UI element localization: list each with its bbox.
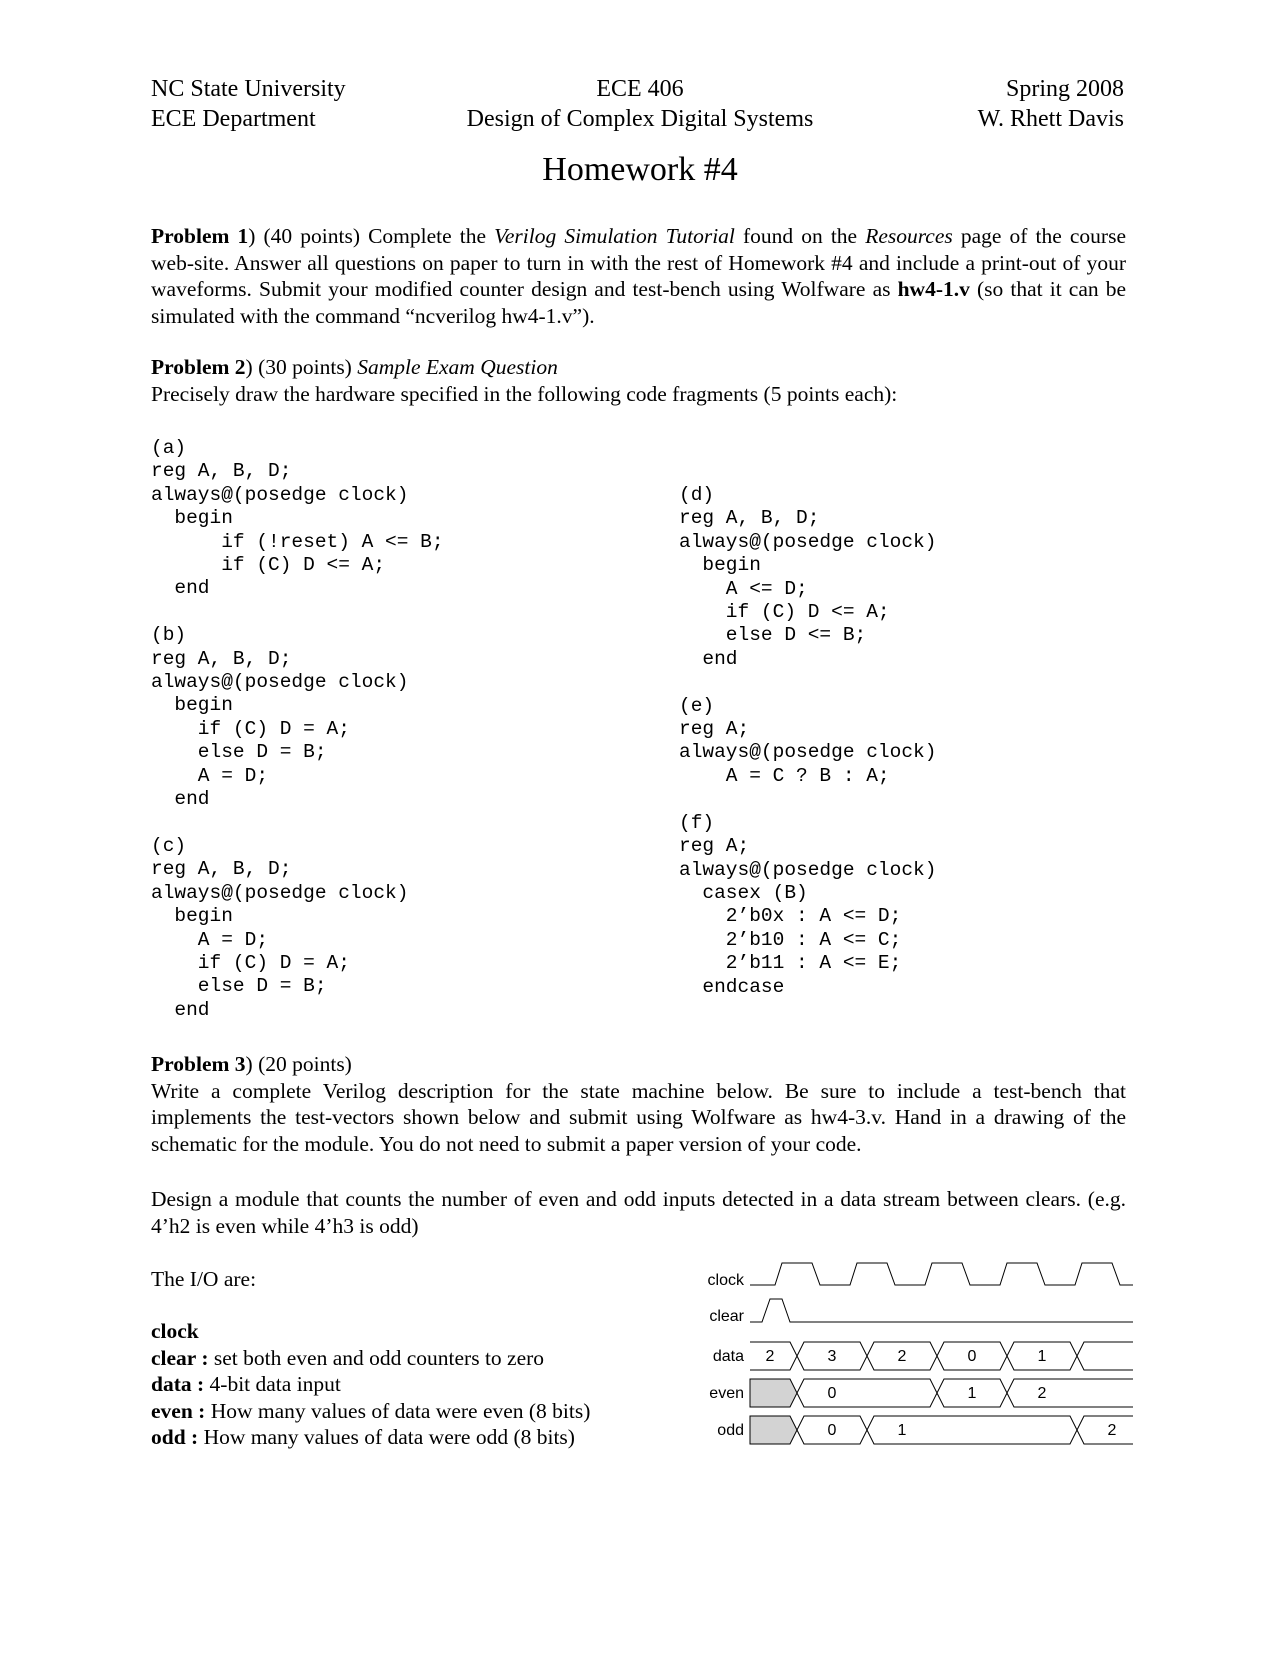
- io-list: [151, 1318, 590, 1451]
- io-even: even :: [151, 1398, 206, 1423]
- problem-3-description: Write a complete Verilog description for the state machine below. Be sure to include a test-bench that implements the test-vectors shown below and submit using Wolfware as hw4-3.v. Hand in a drawing of the schematic for the module. You do not need to submit a paper version of your code.: [151, 1078, 1126, 1156]
- io-heading: The I/O are:: [151, 1267, 257, 1291]
- io-odd: odd :: [151, 1425, 199, 1449]
- signal-label-clock: clock: [707, 1272, 744, 1289]
- problem-2-text: ) (30 points): [245, 355, 358, 379]
- problem-3-points: ) (20 points): [245, 1052, 352, 1076]
- data-value: 0: [967, 1348, 977, 1365]
- io-clear-desc: set both even and odd counters to zero: [208, 1345, 545, 1370]
- code-fragments-left: (a) reg A, B, D; always@(posedge clock) begin if (!reset) A <= B; if (C) D <= A; end (b) reg A, B, D; always@(posedge clock) begin if (C) D = A; else D = B; A = D; end (c) reg A, B, D; always@(posedge clock) begin A = D; if (C) D = A; else D = B; end: [151, 437, 444, 1021]
- io-data-desc: 4-bit data input: [204, 1372, 341, 1396]
- course-title: Design of Complex Digital Systems: [466, 106, 814, 132]
- semester: Spring 2008: [1005, 76, 1124, 102]
- university-name: NC State University: [151, 76, 346, 102]
- problem-3-label: Problem 3: [151, 1052, 246, 1076]
- io-data: data :: [151, 1372, 205, 1396]
- problem-2-instructions: Precisely draw the hardware specified in the following code fragments (5 points each):: [151, 381, 898, 406]
- problem-1-label: Problem 1: [151, 224, 249, 248]
- timing-diagram: [690, 1255, 1140, 1450]
- io-clear: clear :: [151, 1345, 209, 1370]
- signal-label-even: even: [709, 1385, 744, 1402]
- page-title: Homework #4: [542, 151, 738, 188]
- header-left: [151, 74, 346, 134]
- odd-bus: [750, 1416, 1133, 1444]
- problem-1-text: found on the: [734, 224, 866, 248]
- problem-3-design: Design a module that counts the number of even and odd inputs detected in a data stream between clears. (e.g. 4’h2 is even while 4’h3 is odd): [151, 1187, 1126, 1238]
- even-value: 2: [1037, 1385, 1047, 1402]
- problem-1-text: page of the course web-site. Answer all questions on paper to turn in with the rest of Homework #4 and include a print-out of your waveforms. Submit your modified counter design and test-bench using Wolfware as: [151, 224, 1126, 301]
- io-odd-desc: How many values of data were odd (8 bits): [198, 1425, 575, 1449]
- even-bus: [750, 1379, 1133, 1407]
- odd-value: 0: [827, 1422, 837, 1439]
- odd-value: 1: [897, 1422, 907, 1439]
- problem-3: [151, 1051, 1126, 1157]
- problem-1-text: (so that it can be simulated with the command “ncverilog hw4-1.v”).: [151, 277, 1127, 328]
- problem-1-text: ) (40 points) Complete the: [248, 224, 495, 248]
- io-clock: clock: [151, 1319, 199, 1343]
- resources-page: Resources: [865, 224, 953, 248]
- sample-exam-label: Sample Exam Question: [357, 355, 558, 379]
- code-fragments-right: (d) reg A, B, D; always@(posedge clock) begin A <= D; if (C) D <= A; else D <= B; end (e) reg A; always@(posedge clock) A = C ? B : A; (f) reg A; always@(posedge clock) casex (B) 2’b0x : A <= D; 2’b10 : A <= C; 2’b11 : A <= E; endcase: [679, 484, 937, 998]
- instructor: W. Rhett Davis: [977, 106, 1124, 132]
- signal-label-clear: clear: [709, 1308, 744, 1325]
- data-bus: [750, 1342, 1133, 1370]
- department-name: ECE Department: [151, 106, 316, 132]
- io-even-desc: How many values of data were even (8 bits): [205, 1398, 591, 1423]
- signal-label-data: data: [712, 1348, 744, 1365]
- even-value: 0: [827, 1385, 837, 1402]
- data-value: 3: [827, 1348, 837, 1365]
- data-value: 2: [765, 1348, 775, 1365]
- clear-waveform: [750, 1299, 1133, 1322]
- course-number: ECE 406: [596, 76, 684, 102]
- even-value: 1: [967, 1385, 977, 1402]
- submission-filename: hw4-1.v: [897, 277, 970, 301]
- problem-2: [151, 354, 1126, 407]
- data-value: 1: [1037, 1348, 1047, 1365]
- data-value: 2: [897, 1348, 907, 1365]
- clock-waveform: [750, 1263, 1133, 1285]
- problem-1: [151, 223, 1126, 329]
- signal-label-odd: odd: [717, 1422, 744, 1439]
- problem-2-label: Problem 2: [151, 355, 246, 379]
- header-right: [978, 74, 1124, 134]
- odd-value: 2: [1107, 1422, 1117, 1439]
- header-center: [340, 74, 940, 134]
- tutorial-name: Verilog Simulation Tutorial: [494, 224, 735, 248]
